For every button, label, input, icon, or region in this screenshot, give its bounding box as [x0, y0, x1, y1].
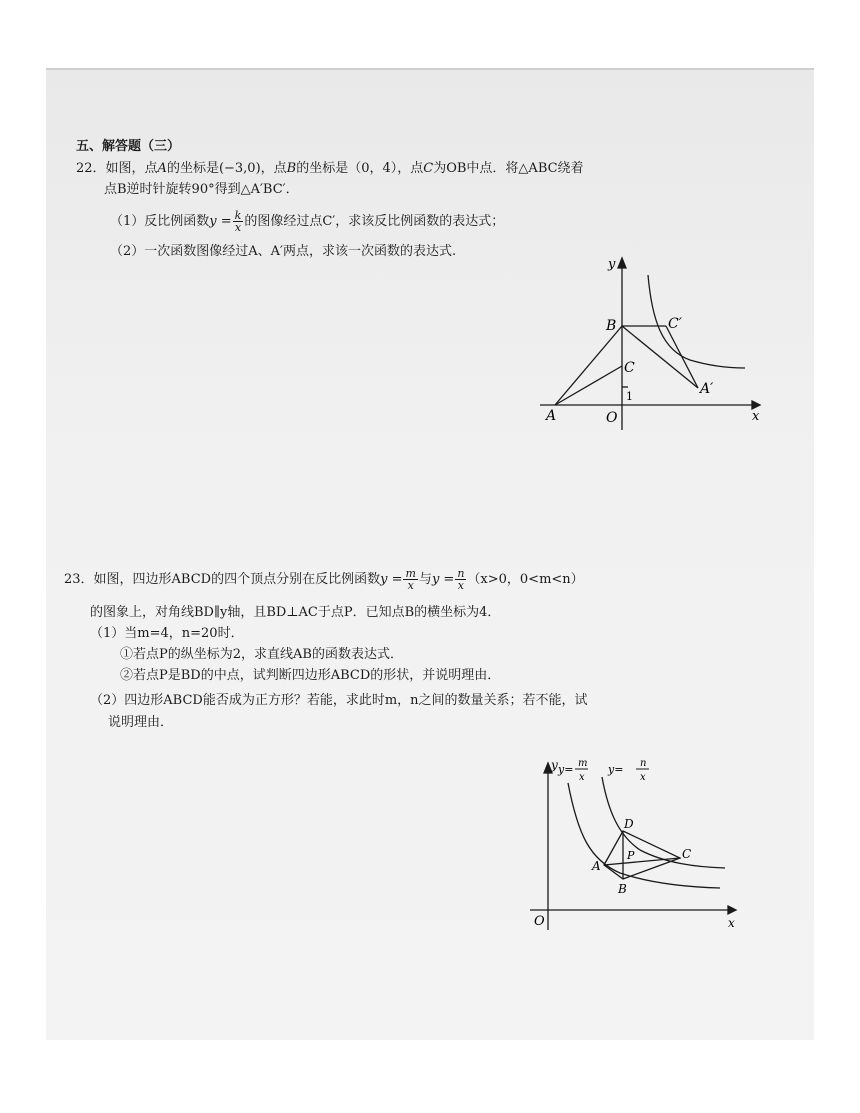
fig23-f2-num: n: [640, 758, 647, 769]
fig23-f2-y: y=: [608, 763, 624, 776]
q23-line1: [64, 568, 584, 591]
fig22-label-x: x: [752, 409, 760, 424]
x-axis-arrow-icon: [728, 906, 736, 914]
q22-fraction-k-over-x: [233, 210, 244, 233]
q23-f1-den: x: [407, 579, 414, 592]
q23-fraction-n-over-x: [455, 568, 466, 591]
q22-line2: 点B逆时针旋转90°得到△A′BC′．: [104, 182, 299, 197]
q22-frac-num: k: [234, 209, 242, 222]
fig22-label-one: 1: [626, 390, 633, 403]
q23-part1-ii: ②若点P是BD的中点，试判断四边形ABCD的形状，并说明理由．: [120, 668, 501, 683]
q23-part1: （1）当m=4，n=20时．: [90, 626, 244, 641]
fig22-label-A: A: [546, 408, 557, 424]
q22-line1: [76, 160, 584, 178]
section-title: 五、解答题（三）: [76, 139, 181, 154]
q22-text-b: 的坐标是(−3,0)，点: [166, 161, 287, 176]
fig23-label-A: A: [592, 859, 601, 873]
q22-part1: [110, 210, 504, 233]
q22-text-a: 22．如图，点: [76, 161, 158, 176]
hyperbola-curve: [648, 275, 745, 368]
fig23-label-y: y: [551, 758, 558, 772]
q23-line2: 的图象上，对角线BD∥y轴，且BD⊥AC于点P．已知点B的横坐标为4．: [90, 605, 501, 620]
q23-f2-y: y =: [431, 572, 455, 587]
q23-text-a: 23．如图，四边形ABCD的四个顶点分别在反比例函数: [64, 572, 381, 587]
fig23-f1-y: y=: [558, 763, 574, 776]
quadrilateral-ABCD: [604, 831, 680, 879]
fig22-label-y: y: [608, 257, 616, 272]
fig23-label-P: P: [627, 849, 635, 862]
q23-part2-a: （2）四边形ABCD能否成为正方形？若能，求此时m，n之间的数量关系；若不能，试: [90, 693, 588, 708]
hyperbola-n: [602, 777, 725, 868]
fig23-label-C: C: [682, 847, 692, 861]
segment-AC: [555, 366, 622, 405]
q23-f2-num: n: [457, 567, 465, 580]
fig23-f2-den: x: [640, 772, 646, 783]
q23-part2-b: 说明理由．: [108, 715, 174, 730]
q22-part1-text: 的图像经过点C′，求该反比例函数的表达式；: [244, 214, 505, 229]
diagonal-AC: [604, 858, 680, 865]
q22-frac-den: x: [234, 221, 242, 234]
y-axis-arrow-icon: [618, 258, 626, 268]
figure-22: [530, 250, 770, 440]
q23-text-b: （x>0，0<m<n）: [467, 572, 584, 587]
fig22-label-C-prime: C′: [668, 316, 682, 332]
fig23-label-D: D: [624, 817, 634, 831]
segment-AB: [555, 326, 622, 405]
fig23-label-B: B: [618, 882, 627, 896]
q22-var-b: B: [286, 161, 297, 176]
figure-23: [520, 755, 745, 935]
fig22-label-A-prime: A′: [700, 381, 714, 397]
q22-part1-label: （1）反比例函数: [110, 214, 210, 229]
fig22-label-C: C: [624, 360, 635, 376]
q22-text-c: 的坐标是（0，4），点: [296, 161, 424, 176]
q23-f2-den: x: [457, 579, 464, 592]
q22-var-c: C: [423, 161, 434, 176]
q23-f1-num: m: [405, 567, 416, 580]
q23-f1-y: y =: [380, 572, 403, 587]
fig23-label-O: O: [534, 914, 545, 929]
fig22-label-B: B: [606, 318, 617, 334]
segment-BA-prime: [622, 326, 698, 388]
fig23-f1-num: m: [578, 758, 588, 769]
q23-part1-i: ①若点P的纵坐标为2，求直线AB的函数表达式．: [120, 647, 403, 662]
x-axis-arrow-icon: [752, 401, 760, 409]
q22-part2: （2）一次函数图像经过A、A′两点，求该一次函数的表达式.: [110, 244, 457, 259]
fig23-label-x: x: [728, 916, 735, 930]
q22-var-a: A: [157, 161, 167, 176]
q22-text-d: 为OB中点．将△ABC绕着: [433, 161, 584, 176]
q23-fraction-m-over-x: [403, 568, 417, 591]
q22-part1-y: y =: [209, 214, 232, 229]
fig22-label-O: O: [606, 410, 618, 426]
q23-text-mid: 与: [418, 572, 432, 587]
fig23-f1-den: x: [579, 772, 585, 783]
hyperbola-m: [568, 783, 720, 888]
